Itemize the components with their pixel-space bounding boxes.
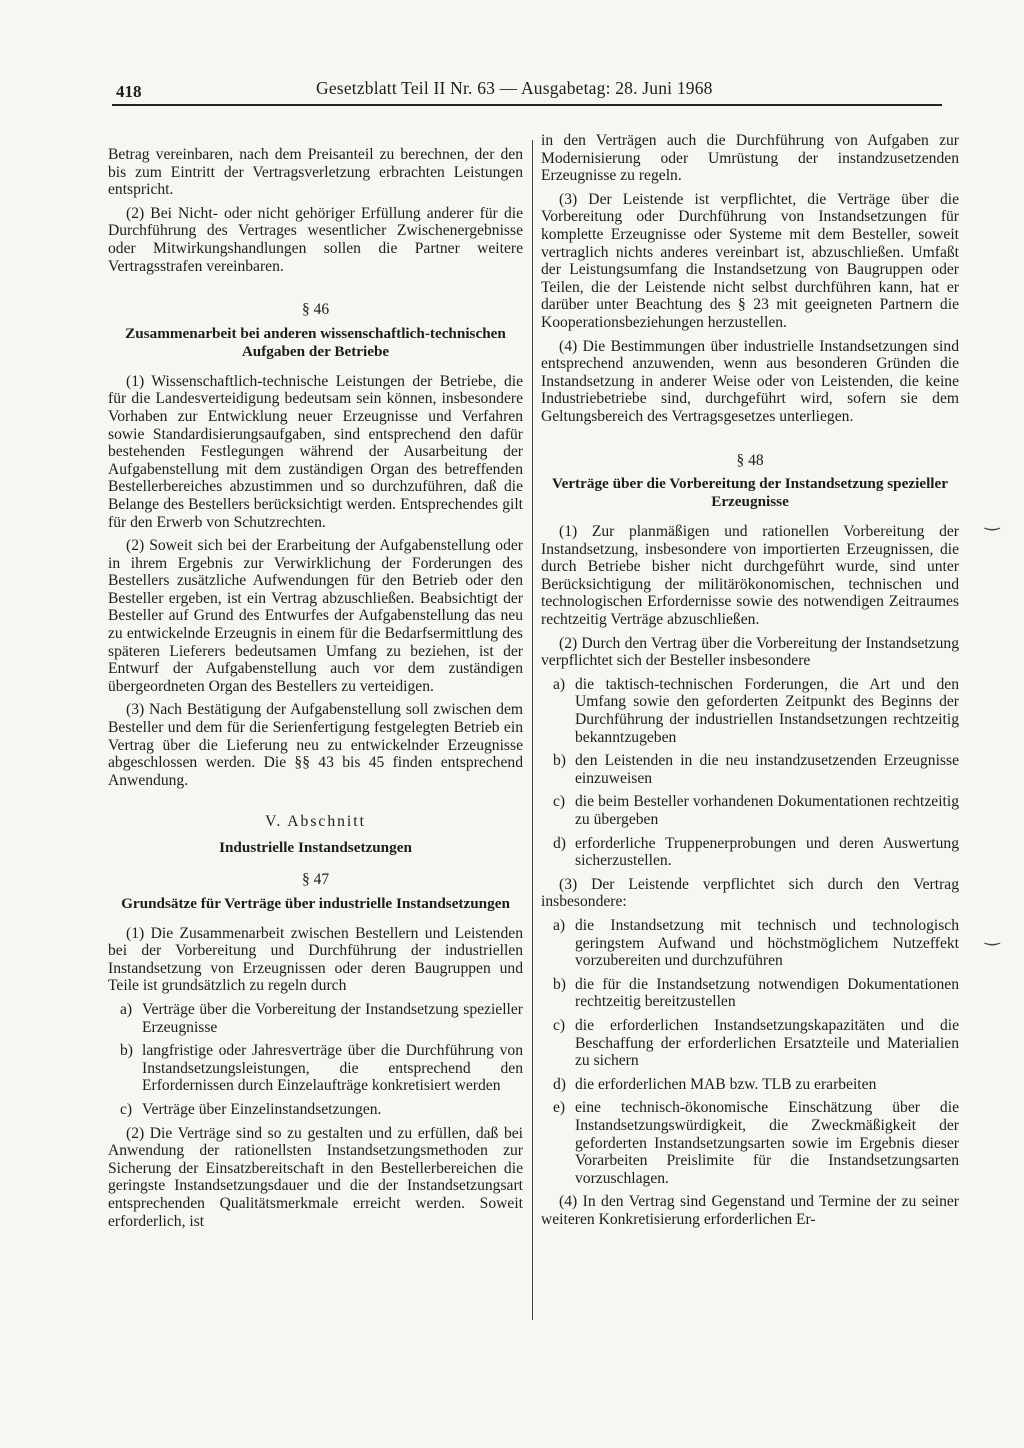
paragraph: (4) Die Bestimmungen über industrielle Instandsetzungen sind entsprechend anzuwenden, wenn aus besonderen Gründen die Instandsetzung in anderer Weise oder von Leistenden, die keine Industriebetriebe sind, durchgeführt wird, sofern sie dem Geltungsbereich des Vertragsgesetzes unterliegen.: [541, 337, 959, 425]
page-number: 418: [116, 82, 142, 101]
list-item: [541, 1099, 959, 1187]
list-item-text: die Instandsetzung mit technisch und technologisch geringstem Aufwand und höchstmöglichem Nutzeffekt vorzubereiten und durchzuführen: [575, 916, 959, 970]
running-head: Gesetzblatt Teil II Nr. 63 — Ausgabetag: 28. Juni 1968: [316, 78, 713, 98]
list-marker: b): [120, 1042, 133, 1060]
paragraph: (1) Wissenschaftlich-technische Leistungen der Betriebe, die für die Landesverteidigung bedeutsam sein können, insbesondere Vorhaben zur Entwicklung neuer Erzeugnisse und Verfahren sowie Standardisierungsaufgaben, sind entsprechend den dafür bestehenden Festlegungen während der Ausarbeitung der Aufgabenstellung mit dem zuständigen Organ des betreffenden Bestellerbereiches abzustimmen und so durchzuführen, daß die Belange des Bestellers berücksichtigt werden. Entsprechendes gilt für den Erwerb von Schutzrechten.: [108, 372, 523, 531]
list-item: [541, 676, 959, 746]
section-number: § 48: [736, 451, 764, 469]
list-marker: a): [553, 675, 566, 693]
paragraph: (1) Zur planmäßigen und rationellen Vorbereitung der Instandsetzung, insbesondere von importierten Erzeugnissen, die durch Betriebe bisher nicht durchgeführt wurde, sind unter Berücksichtigung der militärökonomischen, technischen und technologischen Erfordernisse sowie des notwendigen Zeitraumes rechtzeitig Verträge abzuschließen.: [541, 523, 959, 629]
list-item-text: die taktisch-technischen Forderungen, die Art und den Umfang sowie den geforderten Zeitpunkt des Beginns der Durchführung der industriellen Instandsetzungen rechtzeitig bekanntzugeben: [575, 675, 959, 746]
list-item: [541, 752, 959, 787]
list-item-text: die beim Besteller vorhandenen Dokumentationen rechtzeitig zu übergeben: [575, 793, 959, 828]
list-marker: a): [120, 1000, 133, 1018]
section-title: Grundsätze für Verträge über industrielle Instandsetzungen: [121, 894, 510, 912]
paragraph: (2) Durch den Vertrag über die Vorbereitung der Instandsetzung verpflichtet sich der Besteller insbesondere: [541, 634, 959, 670]
list-marker: c): [553, 1016, 566, 1034]
list-marker: a): [553, 916, 566, 934]
paragraph: (2) Bei Nicht- oder nicht gehöriger Erfüllung anderer für die Durchführung des Vertrages wesentlicher Zwischenergebnisse oder Mitwirkungshandlungen sollen die Partner weitere Vertragsstrafen vereinbaren.: [108, 204, 523, 275]
paragraph: (2) Soweit sich bei der Erarbeitung der Aufgabenstellung oder in ihrem Ergebnis zur Verwirklichung der Forderungen des Bestellers zusätzliche Aufwendungen für den Betrieb oder den Besteller ergeben, ist ein Vertrag abzuschließen. Beabsichtigt der Besteller auf Grund des Entwurfes der Aufgabenstellung das neu zu entwickelnde Erzeugnis in einem für die Bedarfsermittlung des späteren Lieferers bedeutsamen Umfang zu beziehen, ist der Entwurf der Aufgabenstellung auch vor dem zuständigen übergeordneten Organ des Bestellers zu verteidigen.: [108, 537, 523, 695]
margin-tick-mark: ‿: [985, 510, 1000, 530]
list-item: [108, 1101, 523, 1119]
paragraph: (1) Die Zusammenarbeit zwischen Bestellern und Leistenden bei der Vorbereitung und Durchführung der industriellen Instandsetzung von Erzeugnissen oder deren Baugruppen und Teile ist grundsätzlich zu regeln durch: [108, 924, 523, 995]
paragraph: (3) Nach Bestätigung der Aufgabenstellung soll zwischen dem Besteller und dem für die Serienfertigung festgelegten Betrieb ein Vertrag über die Lieferung neu zu entwickelnder Erzeugnisse abgeschlossen werden. Die §§ 43 bis 45 finden entsprechend Anwendung.: [108, 701, 523, 789]
chapter-title: Industrielle Instandsetzungen: [219, 839, 412, 856]
left-column: [108, 146, 523, 1236]
paragraph: (2) Die Verträge sind so zu gestalten und zu erfüllen, daß bei Anwendung der rationellsten Instandsetzungsmethoden zur Sicherung der Einsatzbereitschaft in den Bestellerbereichen die geringste Instandsetzungsdauer und die der Instandsetzungsart entsprechenden Qualitätsmerkmale erreicht werden. Soweit erforderlich, ist: [108, 1124, 523, 1230]
list-item-text: die für die Instandsetzung notwendigen Dokumentationen rechtzeitig bereitzustellen: [575, 975, 959, 1011]
section-title: Verträge über die Vorbereitung der Instandsetzung spezieller Erzeugnisse: [552, 475, 948, 511]
list-item-text: erforderliche Truppenerprobungen und deren Auswertung sicherzustellen.: [575, 834, 959, 870]
chapter-heading: V. Abschnitt: [265, 813, 366, 831]
paragraph: (3) Der Leistende ist verpflichtet, die Verträge über die Vorbereitung oder Durchführung von Instandsetzungen für komplette Erzeugnisse oder Systeme mit dem Besteller, soweit vertraglich nichts anderes vereinbart ist, abzuschließen. Umfaßt der Leistungsumfang die Instandsetzung von Baugruppen oder Teilen, die der Leistende nicht selbst durchführen kann, hat er darüber unter Beachtung des § 23 mit geeigneten Partnern die Kooperationsbeziehungen herzustellen.: [541, 190, 959, 331]
column-divider: [532, 140, 533, 1320]
page-header: [112, 76, 942, 106]
enumerated-list: [541, 676, 959, 870]
section-number: § 47: [301, 871, 330, 888]
section-number: § 46: [301, 301, 330, 319]
list-marker: c): [120, 1100, 133, 1118]
paragraph: in den Verträgen auch die Durchführung von Aufgaben zur Modernisierung oder Umrüstung der instandzusetzenden Erzeugnisse zu regeln.: [541, 132, 959, 185]
enumerated-list: [541, 917, 959, 1187]
list-marker: b): [553, 752, 566, 770]
right-column: [541, 132, 959, 1234]
paragraph: (4) In den Vertrag sind Gegenstand und Termine der zu seiner weiteren Konkretisierung erforderlichen Er-: [541, 1193, 959, 1228]
list-marker: c): [553, 793, 566, 811]
list-item-text: Verträge über Einzelinstandsetzungen.: [142, 1100, 382, 1118]
list-item: [108, 1001, 523, 1036]
list-item-text: langfristige oder Jahresverträge über die Durchführung von Instandsetzungsleistungen, die entsprechend den Erfordernissen durch Einzelaufträge konkretisiert werden: [142, 1042, 523, 1095]
list-marker: d): [553, 834, 566, 852]
list-item-text: die erforderlichen MAB bzw. TLB zu erarbeiten: [575, 1075, 877, 1093]
list-item: [108, 1042, 523, 1095]
paragraph: Betrag vereinbaren, nach dem Preisanteil zu berechnen, der den bis zum Eintritt der Vertragsverletzung erbrachten Leistungen entspricht.: [108, 146, 523, 199]
list-marker: b): [553, 975, 566, 993]
list-item: [541, 1076, 959, 1094]
list-item-text: eine technisch-ökonomische Einschätzung über die Instandsetzungswürdigkeit, die Zweckmäßigkeit der geforderten Instandsetzungsarten sowie im Ergebnis dieser Vorarbeiten Preislimite für die Instandsetzungsarten vorzuschlagen.: [575, 1099, 959, 1187]
list-item: [541, 1017, 959, 1070]
list-item: [541, 835, 959, 870]
paragraph: (3) Der Leistende verpflichtet sich durch den Vertrag insbesondere:: [541, 875, 959, 911]
list-item: [541, 917, 959, 970]
list-item-text: Verträge über die Vorbereitung der Instandsetzung spezieller Erzeugnisse: [142, 1000, 523, 1036]
margin-tick-mark: ‿: [985, 925, 1000, 945]
list-item-text: den Leistenden in die neu instandzusetzenden Erzeugnisse einzuweisen: [575, 752, 959, 787]
list-item: [541, 976, 959, 1011]
list-item-text: die erforderlichen Instandsetzungskapazitäten und die Beschaffung der erforderlichen Ersatzteile und Materialien zu sichern: [575, 1016, 959, 1070]
section-title: Zusammenarbeit bei anderen wissenschaftlich-technischen Aufgaben der Betriebe: [125, 324, 506, 360]
list-marker: e): [553, 1099, 566, 1117]
list-marker: d): [553, 1075, 566, 1093]
enumerated-list: [108, 1001, 523, 1119]
list-item: [541, 793, 959, 828]
